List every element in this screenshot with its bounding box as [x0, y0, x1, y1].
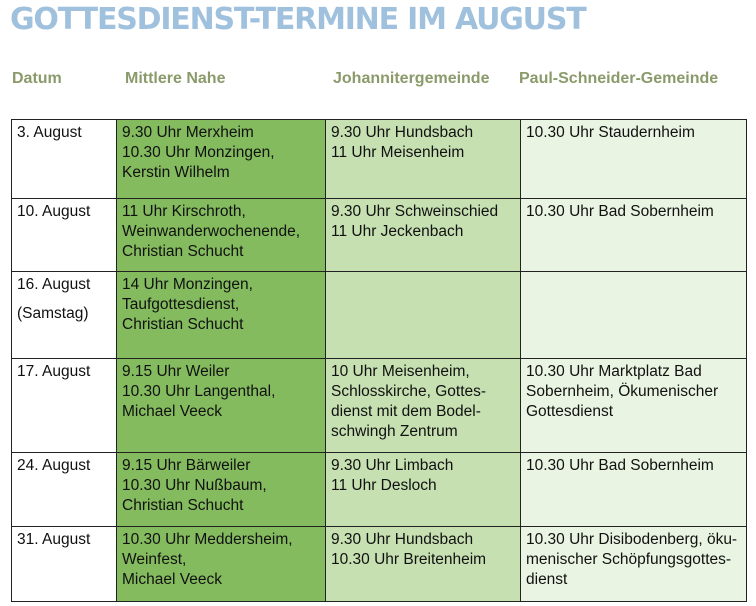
- cell-paul-schneider: [521, 120, 747, 199]
- date-label: 24. August: [17, 457, 91, 474]
- cell-text-line: 10.30 Uhr Meddersheim,: [122, 531, 293, 548]
- cell-text-line: schwingh Zentrum: [331, 423, 458, 440]
- table-row: [12, 272, 747, 359]
- cell-johanniter: [326, 359, 521, 453]
- schedule-table: [11, 119, 747, 602]
- cell-text-line: 9.30 Uhr Limbach: [331, 457, 454, 474]
- cell-text-line: 11 Uhr Kirschroth,: [122, 203, 246, 220]
- cell-mittlere-nahe: [117, 199, 326, 272]
- cell-mittlere-nahe: [117, 272, 326, 359]
- date-cell: [12, 359, 117, 453]
- cell-paul-schneider: [521, 527, 747, 602]
- cell-text-line: 9.15 Uhr Bärweiler: [122, 457, 251, 474]
- cell-text-line: dienst mit dem Bodel-: [331, 403, 481, 420]
- cell-mittlere-nahe: [117, 527, 326, 602]
- cell-text-line: 9.30 Uhr Hundsbach: [331, 531, 474, 548]
- cell-mittlere-nahe: [117, 120, 326, 199]
- cell-text-line: 14 Uhr Monzingen,: [122, 276, 253, 293]
- date-label: 17. August: [17, 363, 91, 380]
- cell-johanniter: [326, 120, 521, 199]
- schedule-table-body: [12, 120, 747, 602]
- date-note: (Samstag): [17, 305, 89, 322]
- cell-johanniter: [326, 272, 521, 359]
- column-header-paul-schneider: Paul-Schneider-Gemeinde: [519, 70, 719, 87]
- cell-paul-schneider: [521, 199, 747, 272]
- cell-text-line: 9.30 Uhr Schweinschied: [331, 203, 499, 220]
- column-header-mittlere-nahe: Mittlere Nahe: [125, 70, 226, 87]
- table-row: [12, 359, 747, 453]
- cell-text-line: 9.30 Uhr Merxheim: [122, 124, 254, 141]
- cell-johanniter: [326, 453, 521, 527]
- date-cell: [12, 527, 117, 602]
- date-label: 16. August: [17, 276, 91, 293]
- cell-text-line: 10.30 Uhr Staudernheim: [526, 124, 695, 141]
- date-cell: [12, 199, 117, 272]
- cell-text-line: 10.30 Uhr Nußbaum,: [122, 477, 267, 494]
- date-label: 31. August: [17, 531, 91, 548]
- cell-mittlere-nahe: [117, 453, 326, 527]
- cell-text-line: Schlosskirche, Gottes-: [331, 383, 487, 400]
- date-cell: [12, 120, 117, 199]
- cell-johanniter: [326, 199, 521, 272]
- cell-mittlere-nahe: [117, 359, 326, 453]
- date-cell: [12, 272, 117, 359]
- table-row: [12, 199, 747, 272]
- cell-text-line: dienst: [526, 571, 568, 588]
- cell-paul-schneider: [521, 359, 747, 453]
- table-row: [12, 120, 747, 199]
- cell-text-line: 10.30 Uhr Monzingen,: [122, 144, 275, 161]
- cell-text-line: Weinwanderwochenende,: [122, 223, 301, 240]
- cell-text-line: Michael Veeck: [122, 571, 222, 588]
- date-label: 3. August: [17, 124, 82, 141]
- cell-text-line: 10.30 Uhr Langenthal,: [122, 383, 276, 400]
- page-title: GOTTESDIENST-TERMINE IM AUGUST: [10, 2, 586, 37]
- cell-johanniter: [326, 527, 521, 602]
- cell-text-line: 10 Uhr Meisenheim,: [331, 363, 470, 380]
- cell-text-line: 10.30 Uhr Bad Sobernheim: [526, 457, 714, 474]
- column-header-datum: Datum: [12, 70, 62, 87]
- cell-paul-schneider: [521, 272, 747, 359]
- cell-text-line: 11 Uhr Meisenheim: [331, 144, 465, 161]
- cell-text-line: 10.30 Uhr Breitenheim: [331, 551, 487, 568]
- cell-text-line: 9.30 Uhr Hundsbach: [331, 124, 474, 141]
- cell-text-line: 11 Uhr Jeckenbach: [331, 223, 464, 240]
- column-header-johanniter: Johannitergemeinde: [333, 70, 490, 87]
- cell-text-line: Taufgottesdienst,: [122, 296, 240, 313]
- cell-text-line: Kerstin Wilhelm: [122, 164, 230, 181]
- table-row: [12, 453, 747, 527]
- cell-text-line: Christian Schucht: [122, 316, 244, 333]
- table-row: [12, 527, 747, 602]
- cell-text-line: 11 Uhr Desloch: [331, 477, 437, 494]
- cell-text-line: menischer Schöpfungsgottes-: [526, 551, 732, 568]
- cell-paul-schneider: [521, 453, 747, 527]
- date-cell: [12, 453, 117, 527]
- cell-text-line: 10.30 Uhr Marktplatz Bad: [526, 363, 702, 380]
- cell-text-line: 10.30 Uhr Bad Sobernheim: [526, 203, 714, 220]
- cell-text-line: Christian Schucht: [122, 243, 244, 260]
- cell-text-line: Christian Schucht: [122, 497, 244, 514]
- cell-text-line: 10.30 Uhr Disibodenberg, öku-: [526, 531, 738, 548]
- cell-text-line: 9.15 Uhr Weiler: [122, 363, 230, 380]
- cell-text-line: Weinfest,: [122, 551, 187, 568]
- cell-text-line: Michael Veeck: [122, 403, 222, 420]
- cell-text-line: Sobernheim, Ökumenischer: [526, 383, 719, 400]
- date-label: 10. August: [17, 203, 91, 220]
- cell-text-line: Gottesdienst: [526, 403, 614, 420]
